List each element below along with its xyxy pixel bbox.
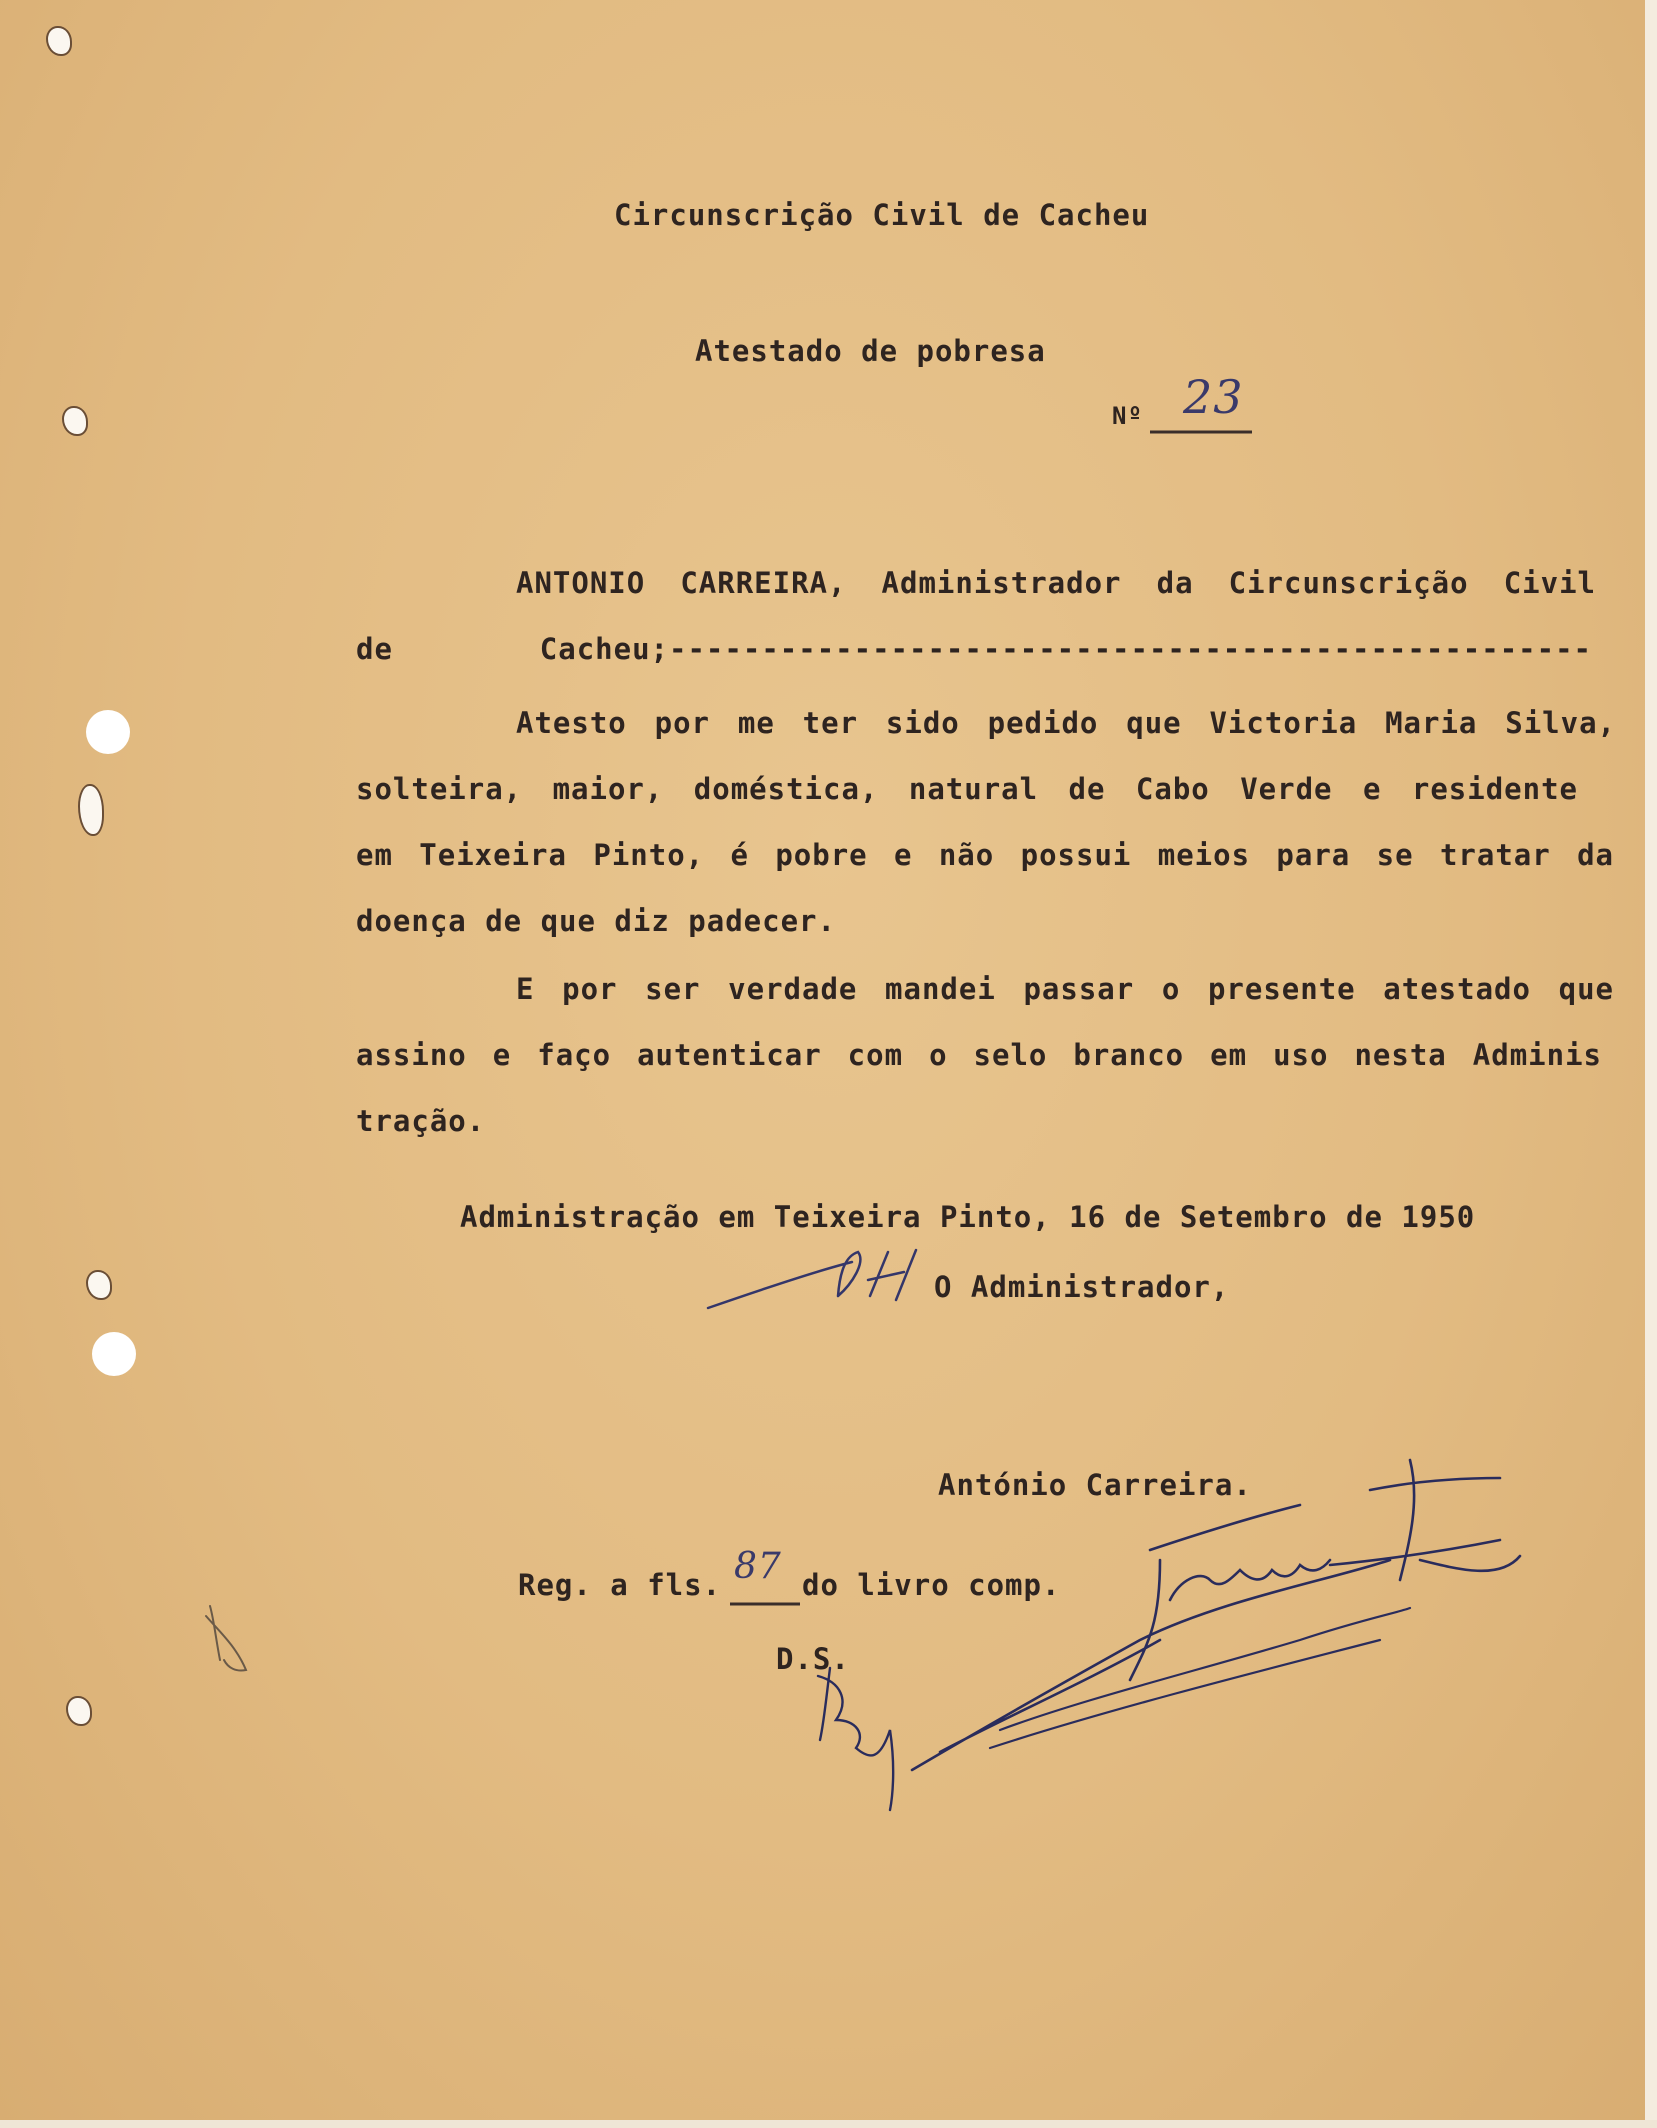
ds-label: D.S. [776, 1642, 850, 1676]
para1-line2: de Cacheu;-------------------------------------------------- [356, 632, 1592, 666]
para3-line3: tração. [356, 1104, 486, 1138]
header-circunscricao: Circunscrição Civil de Cacheu [614, 198, 1150, 232]
para1-line1: ANTONIO CARREIRA, Administrador da Circunscrição Civil [516, 566, 1596, 600]
register-prefix: Reg. a fls. [518, 1568, 722, 1602]
ds-scribble [818, 1668, 893, 1810]
signature-underline [990, 1608, 1410, 1748]
para2-line2: solteira, maior, doméstica, natural de Cabo Verde e residente [356, 772, 1578, 806]
para2-line1: Atesto por me ter sido pedido que Victoria Maria Silva, [516, 706, 1616, 740]
margin-pencil-mark [206, 1606, 246, 1671]
signer-name: António Carreira. [938, 1468, 1252, 1502]
document-title: Atestado de pobresa [695, 334, 1046, 368]
para3-line1: E por ser verdade mandei passar o presente atestado que [516, 972, 1614, 1006]
signer-role: O Administrador, [934, 1270, 1230, 1304]
main-signature [912, 1460, 1520, 1770]
para2-line4: doença de que diz padecer. [356, 904, 836, 938]
register-suffix: do livro comp. [802, 1568, 1061, 1602]
para2-line3: em Teixeira Pinto, é pobre e não possui meios para se tratar da [356, 838, 1614, 872]
register-page-number: 87 [734, 1546, 782, 1587]
number-value: 23 [1183, 370, 1244, 424]
pel-initials [708, 1250, 916, 1308]
place-and-date: Administração em Teixeira Pinto, 16 de Setembro de 1950 [460, 1200, 1476, 1234]
number-label: Nº [1112, 402, 1143, 430]
para3-line2: assino e faço autenticar com o selo branco em uso nesta Adminis [356, 1038, 1602, 1072]
